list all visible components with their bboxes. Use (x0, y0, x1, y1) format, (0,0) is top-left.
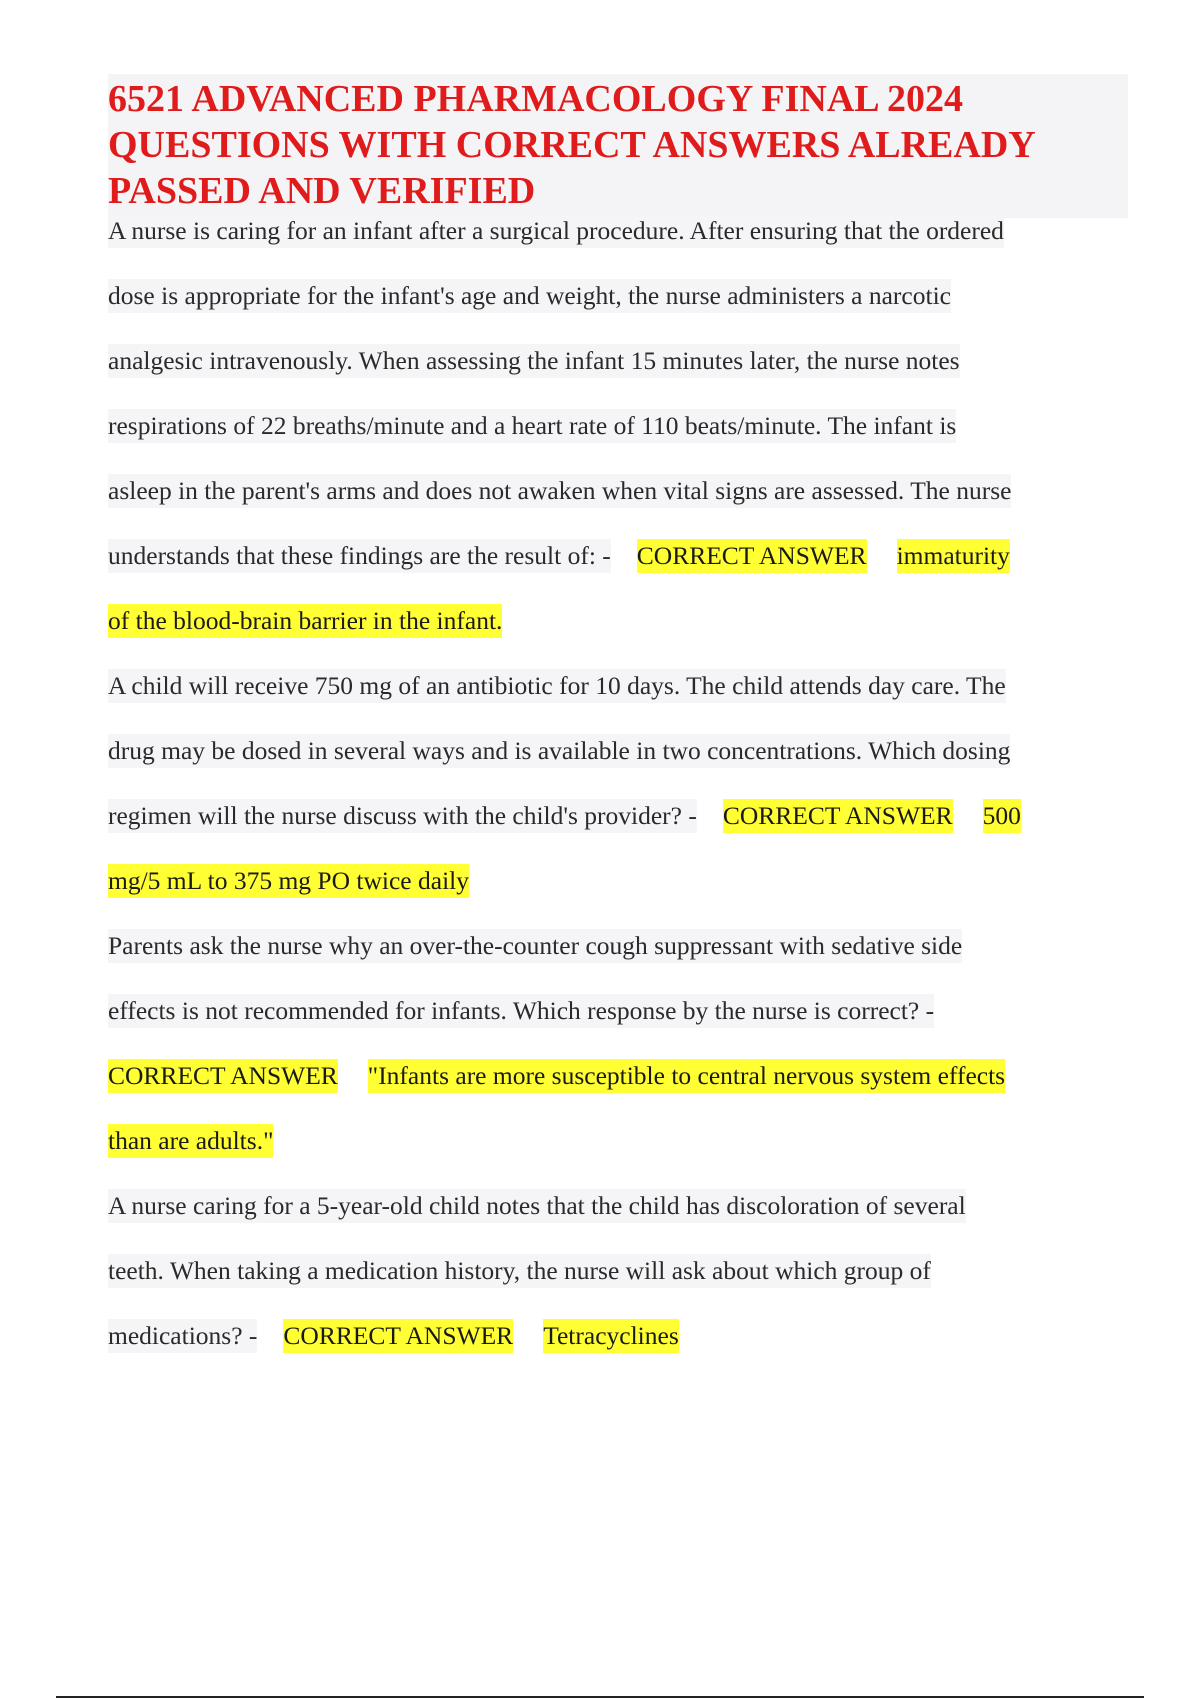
answer-3-label: CORRECT ANSWER (108, 1059, 338, 1093)
question-2-text: regimen will the nurse discuss with the child's provider? - (108, 799, 697, 833)
question-3-text: effects is not recommended for infants. Which response by the nurse is correct? - (108, 994, 934, 1028)
question-1-text: understands that these findings are the result of: - (108, 539, 611, 573)
document-title (108, 74, 1128, 218)
question-1-line (108, 474, 1138, 539)
question-4-text: medications? - (108, 1319, 257, 1353)
question-1-line (108, 214, 1138, 279)
answer-3-text: "Infants are more susceptible to central nervous system effects (368, 1059, 1005, 1093)
question-1-answer-line (108, 539, 1138, 604)
question-1-line (108, 344, 1138, 409)
question-2-line (108, 669, 1138, 734)
answer-1-line (108, 604, 1138, 669)
answer-1-label: CORRECT ANSWER (637, 539, 867, 573)
qa-list (108, 214, 1138, 1384)
question-4-text: teeth. When taking a medication history, the nurse will ask about which group of (108, 1254, 931, 1288)
question-4-line (108, 1189, 1138, 1254)
question-4-answer-line (108, 1319, 1138, 1384)
answer-2-label: CORRECT ANSWER (723, 799, 953, 833)
question-3-text: Parents ask the nurse why an over-the-counter cough suppressant with sedative side (108, 929, 962, 963)
answer-2-text: 500 (983, 799, 1021, 833)
question-1-text: analgesic intravenously. When assessing the infant 15 minutes later, the nurse notes (108, 344, 960, 378)
question-2-line (108, 734, 1138, 799)
question-4-line (108, 1254, 1138, 1319)
question-4-text: A nurse caring for a 5-year-old child notes that the child has discoloration of several (108, 1189, 966, 1223)
question-2-text: A child will receive 750 mg of an antibiotic for 10 days. The child attends day care. The (108, 669, 1006, 703)
question-3-line (108, 994, 1138, 1059)
answer-3-text: than are adults." (108, 1124, 273, 1158)
question-1-text: respirations of 22 breaths/minute and a heart rate of 110 beats/minute. The infant is (108, 409, 956, 443)
title-line-2: QUESTIONS WITH CORRECT ANSWERS ALREADY (108, 124, 1036, 166)
question-1-text: A nurse is caring for an infant after a surgical procedure. After ensuring that the ordered (108, 214, 1004, 248)
question-1-text: asleep in the parent's arms and does not awaken when vital signs are assessed. The nurse (108, 474, 1011, 508)
answer-4-text: Tetracyclines (543, 1319, 679, 1353)
question-2-answer-line (108, 799, 1138, 864)
answer-4-label: CORRECT ANSWER (283, 1319, 513, 1353)
title-line-3: PASSED AND VERIFIED (108, 170, 536, 212)
question-1-line (108, 409, 1138, 474)
answer-3-line (108, 1124, 1138, 1189)
question-2-text: drug may be dosed in several ways and is available in two concentrations. Which dosing (108, 734, 1010, 768)
answer-1-text: of the blood-brain barrier in the infant. (108, 604, 502, 638)
title-line-1: 6521 ADVANCED PHARMACOLOGY FINAL 2024 (108, 78, 964, 120)
question-3-line (108, 929, 1138, 994)
answer-2-text: mg/5 mL to 375 mg PO twice daily (108, 864, 469, 898)
question-1-line (108, 279, 1138, 344)
answer-2-line (108, 864, 1138, 929)
answer-3-line (108, 1059, 1138, 1124)
question-1-text: dose is appropriate for the infant's age and weight, the nurse administers a narcotic (108, 279, 951, 313)
answer-1-text: immaturity (897, 539, 1010, 573)
page-bottom-rule (56, 1696, 1144, 1698)
